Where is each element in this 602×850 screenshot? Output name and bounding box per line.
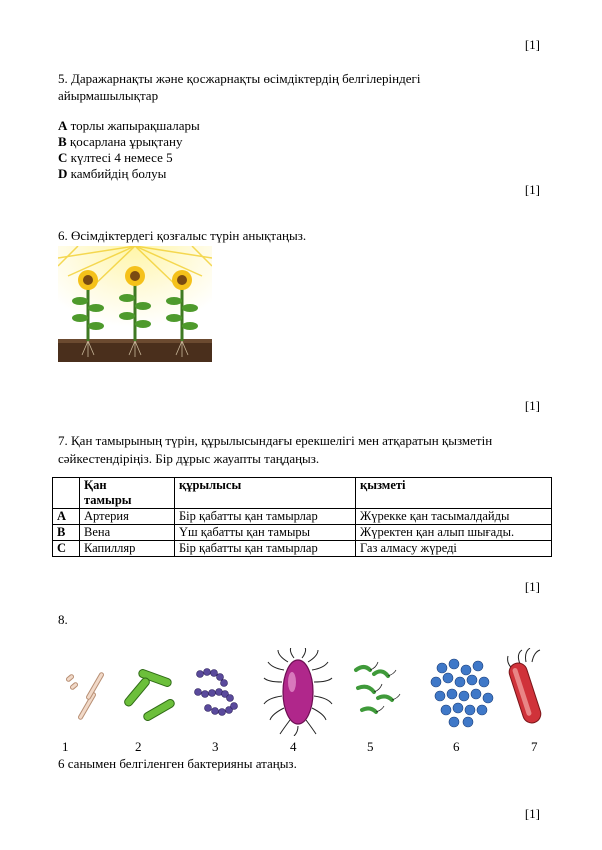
table-row xyxy=(53,541,552,557)
bacterium-4 xyxy=(264,648,332,736)
header-vessel xyxy=(80,478,175,509)
option-letter: B xyxy=(58,134,67,149)
bacteria-label-3: 3 xyxy=(212,739,219,754)
q5-option-d xyxy=(58,166,166,182)
row-label: A xyxy=(53,509,80,525)
row-label: C xyxy=(53,541,80,557)
structure-cell: Бір қабатты қан тамырлар xyxy=(175,541,356,557)
q8-question: 6 санымен белгіленген бактерияны атаңыз. xyxy=(58,756,297,771)
q5-stem-line2: айырмашылықтар xyxy=(58,88,159,103)
row-label: B xyxy=(53,525,80,541)
bacteria-label-6: 6 xyxy=(453,739,460,754)
option-text: камбийдің болуы xyxy=(67,166,167,181)
bacterium-1 xyxy=(66,672,105,720)
q5-stem-line1: 5. Даражарнақты және қосжарнақты өсімдіктердің белгілеріндегі xyxy=(58,71,421,86)
header-vessel-line2: тамыры xyxy=(84,493,132,507)
function-cell: Жүрекке қан тасымалдайды xyxy=(356,509,552,525)
option-letter: A xyxy=(58,118,68,133)
mark-q8: [1] xyxy=(524,806,540,821)
bacteria-label-2: 2 xyxy=(135,739,142,754)
bacterium-3 xyxy=(195,669,238,716)
option-text: күлтесі 4 немесе 5 xyxy=(67,150,173,165)
mark-top: [1] xyxy=(524,37,540,52)
bacterium-7 xyxy=(507,648,543,725)
q7-stem-line2: сәйкестендіріңіз. Бір дұрыс жауапты таңдаңыз. xyxy=(58,451,320,466)
q7-stem-line1: 7. Қан тамырының түрін, құрылысындағы ерекшелігі мен атқаратын қызметін xyxy=(58,433,493,448)
bacterium-6 xyxy=(431,659,493,727)
structure-cell: Бір қабатты қан тамырлар xyxy=(175,509,356,525)
bacterium-2 xyxy=(123,668,176,722)
option-letter: D xyxy=(58,166,68,181)
vessel-cell: Вена xyxy=(80,525,175,541)
table-row xyxy=(53,525,552,541)
q5-option-b xyxy=(58,134,182,150)
table-header-row xyxy=(53,478,552,509)
mark-q7: [1] xyxy=(524,579,540,594)
header-structure: құрылысы xyxy=(175,478,356,509)
structure-cell: Үш қабатты қан тамыры xyxy=(175,525,356,541)
header-vessel-line1: Қан xyxy=(84,478,107,492)
function-cell: Жүректен қан алып шығады. xyxy=(356,525,552,541)
q8-number: 8. xyxy=(58,612,68,627)
table-row xyxy=(53,509,552,525)
bacteria-label-4: 4 xyxy=(290,739,297,754)
function-cell: Газ алмасу жүреді xyxy=(356,541,552,557)
mark-q6: [1] xyxy=(524,398,540,413)
q5-option-c xyxy=(58,150,173,166)
option-text: қосарлана ұрықтану xyxy=(66,134,183,149)
sunflowers-image xyxy=(58,246,212,362)
q6-stem: 6. Өсімдіктердегі қозғалыс түрін анықтаңыз. xyxy=(58,228,307,243)
bacteria-label-7: 7 xyxy=(531,739,538,754)
header-empty xyxy=(53,478,80,509)
mark-q5: [1] xyxy=(524,182,540,197)
bacteria-label-1: 1 xyxy=(62,739,69,754)
bacteria-image xyxy=(58,648,558,736)
vessel-cell: Артерия xyxy=(80,509,175,525)
option-letter: C xyxy=(58,150,68,165)
bacteria-label-5: 5 xyxy=(367,739,374,754)
bacterium-5 xyxy=(356,667,392,712)
blood-vessel-table xyxy=(52,477,552,557)
option-text: торлы жапырақшалары xyxy=(67,118,200,133)
q5-option-a xyxy=(58,118,200,134)
header-function: қызметі xyxy=(356,478,552,509)
vessel-cell: Капилляр xyxy=(80,541,175,557)
